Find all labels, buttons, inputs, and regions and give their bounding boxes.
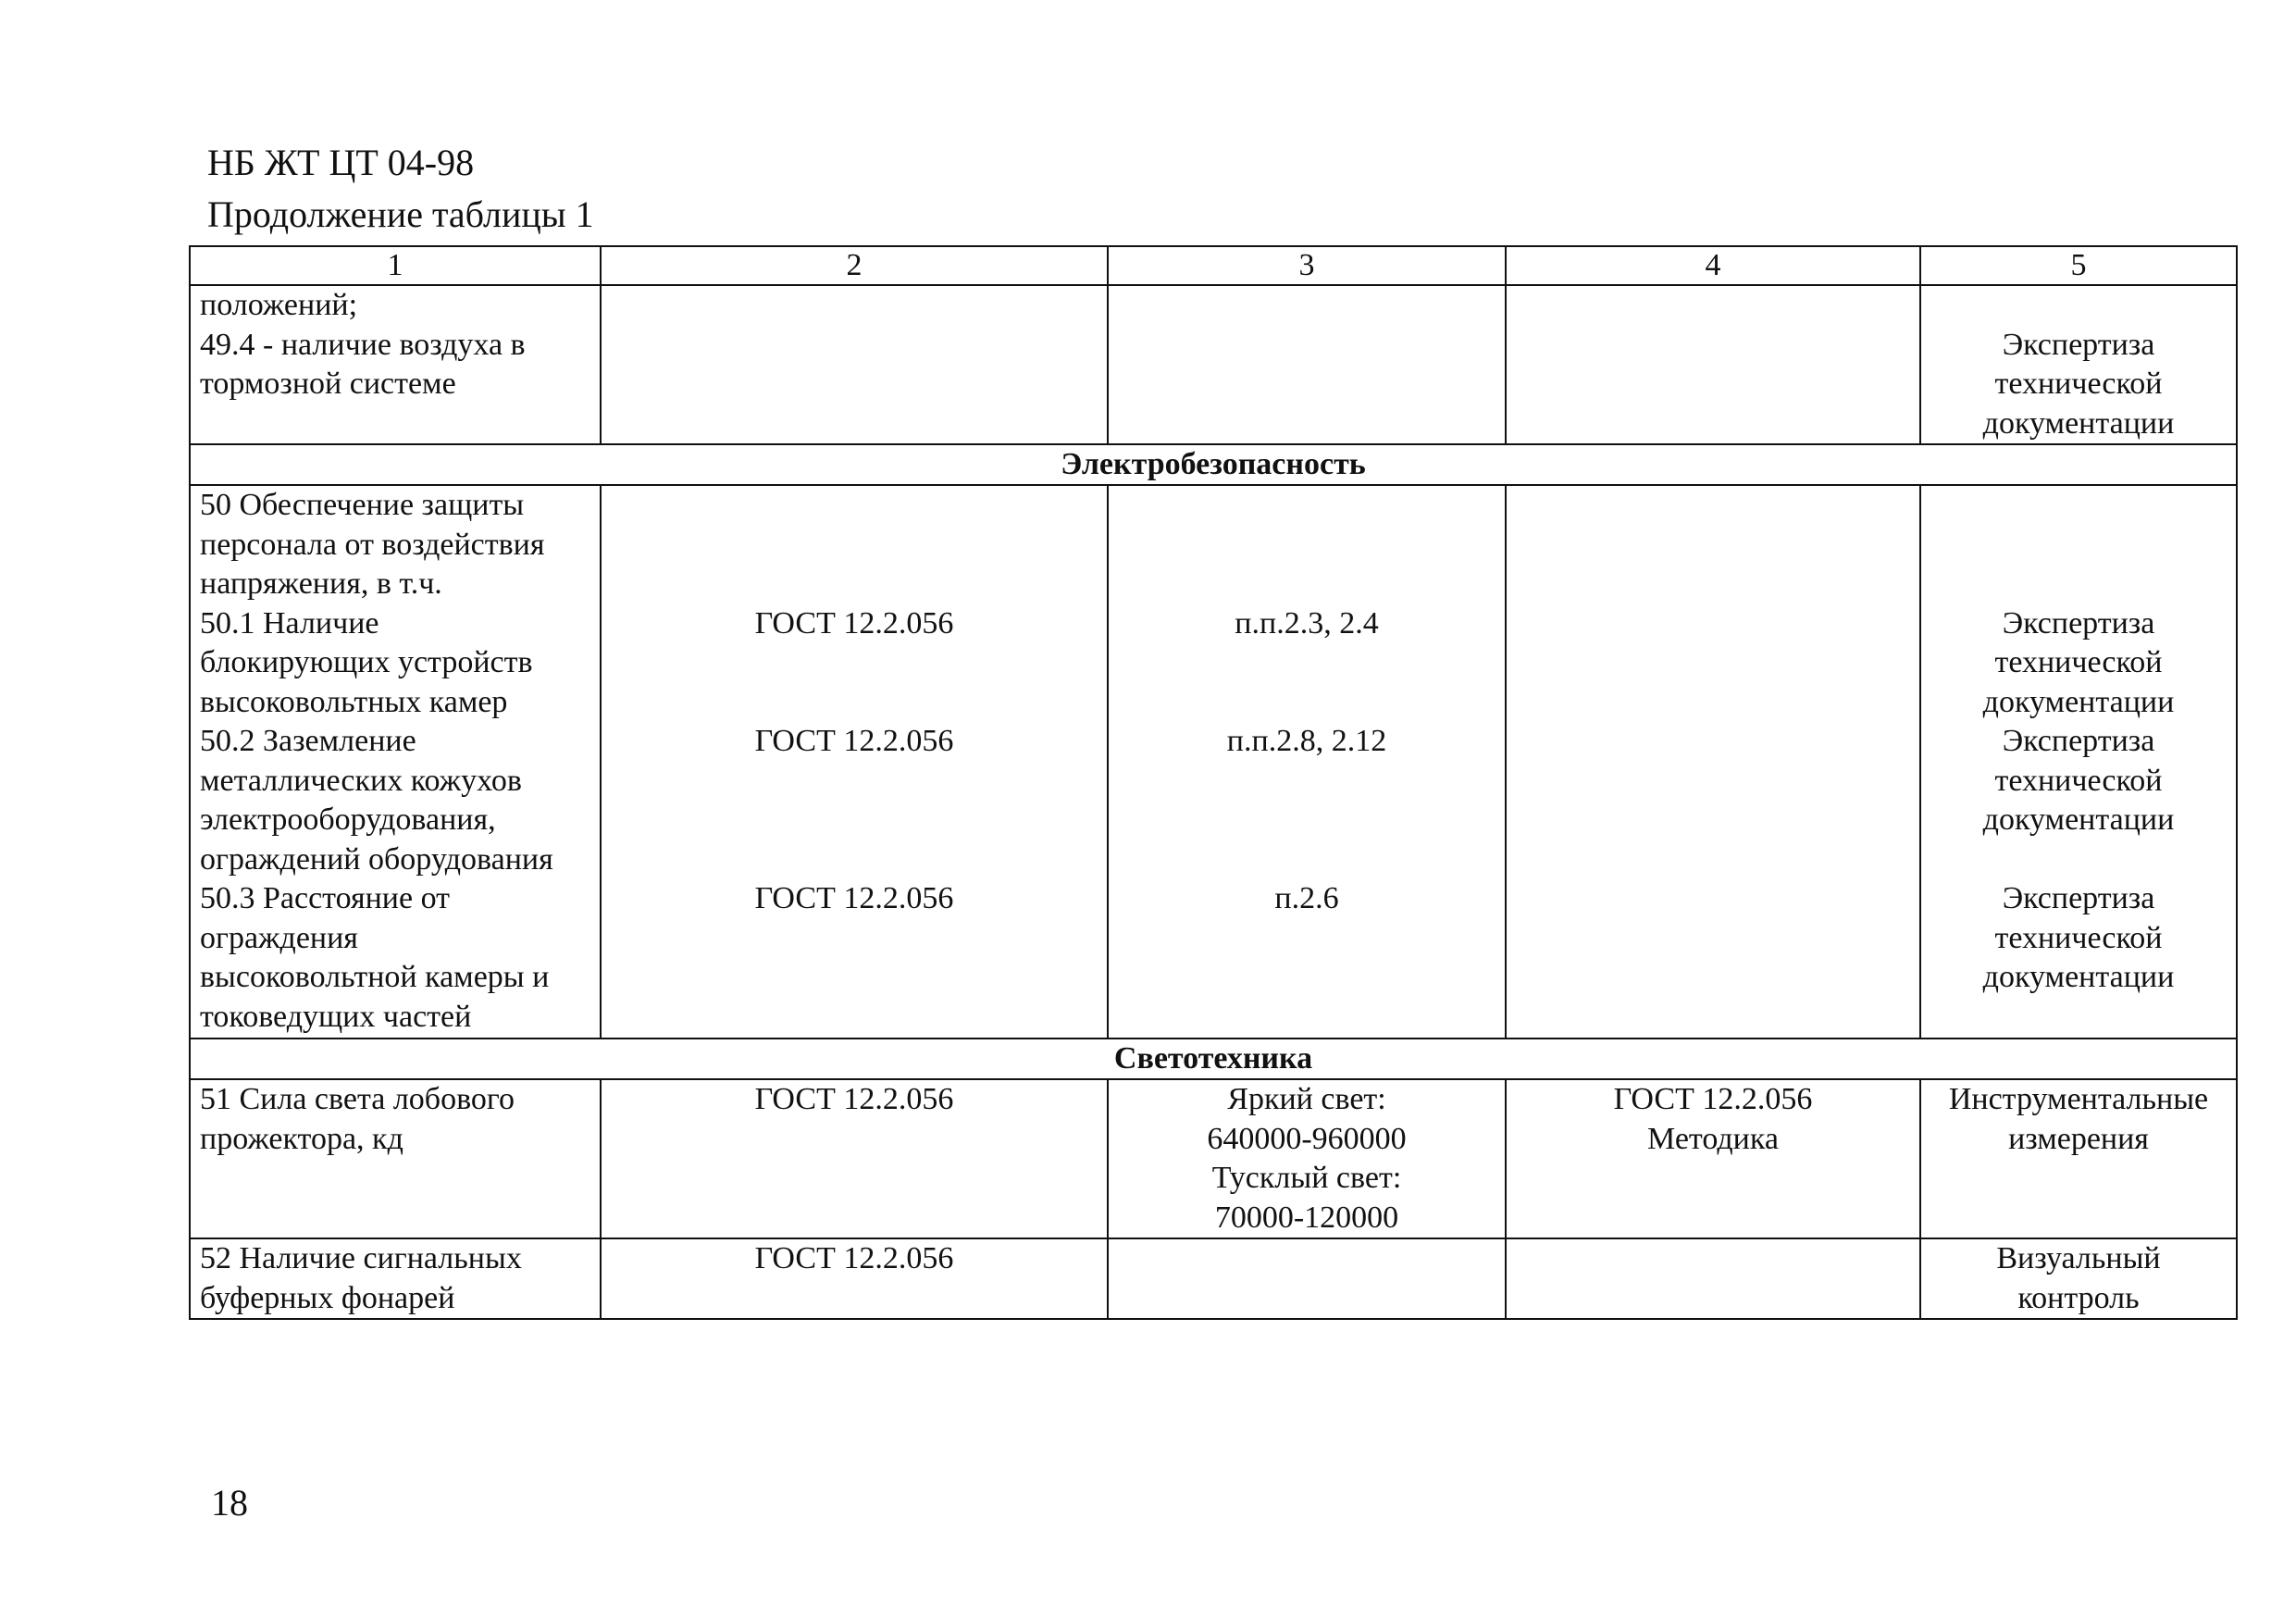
column-header: 2	[601, 246, 1108, 285]
table-cell: ГОСТ 12.2.056	[601, 1238, 1108, 1319]
table-cell	[1108, 1238, 1506, 1319]
requirements-table	[189, 245, 2238, 1320]
column-header: 4	[1506, 246, 1920, 285]
table-row	[190, 1079, 2237, 1238]
table-cell: Инструментальные измерения	[1920, 1079, 2237, 1238]
table-cell	[1506, 485, 1920, 1039]
table-cell	[1506, 1238, 1920, 1319]
section-row-electrical-safety	[190, 444, 2237, 485]
table-row	[190, 485, 2237, 1039]
column-header: 1	[190, 246, 601, 285]
table-cell: Экспертиза технической документации Экспертиза технической документации Экспертиза технической документации	[1920, 485, 2237, 1039]
table-cell: ГОСТ 12.2.056	[601, 1079, 1108, 1238]
table-cell: положений; 49.4 - наличие воздуха в тормозной системе	[190, 285, 601, 444]
table-cell: 51 Сила света лобового прожектора, кд	[190, 1079, 601, 1238]
page-number: 18	[211, 1482, 248, 1524]
table-cell	[1506, 285, 1920, 444]
table-cell	[1108, 285, 1506, 444]
column-header: 3	[1108, 246, 1506, 285]
table-row	[190, 1238, 2237, 1319]
section-row-lighting	[190, 1039, 2237, 1079]
table-cell: 50 Обеспечение защиты персонала от воздействия напряжения, в т.ч. 50.1 Наличие блокирующих устройств высоковольтных камер 50.2 Заземление металлических кожухов электрооборудования, ограждений оборудования 50.3 Расстояние от ограждения высоковольтной камеры и токоведущих частей	[190, 485, 601, 1039]
section-title: Электробезопасность	[190, 444, 2237, 485]
table-cell: ГОСТ 12.2.056 ГОСТ 12.2.056 ГОСТ 12.2.056	[601, 485, 1108, 1039]
column-header: 5	[1920, 246, 2237, 285]
table-cell: п.п.2.3, 2.4 п.п.2.8, 2.12 п.2.6	[1108, 485, 1506, 1039]
table-row	[190, 285, 2237, 444]
document-code: НБ ЖТ ЦТ 04-98	[207, 142, 475, 183]
section-title: Светотехника	[190, 1039, 2237, 1079]
table-cell: 52 Наличие сигнальных буферных фонарей	[190, 1238, 601, 1319]
table-cell	[601, 285, 1108, 444]
table-header-row	[190, 246, 2237, 285]
table-cell: Яркий свет: 640000-960000 Тусклый свет: 70000-120000	[1108, 1079, 1506, 1238]
table-cell: Визуальный контроль	[1920, 1238, 2237, 1319]
table-cell: Экспертиза технической документации	[1920, 285, 2237, 444]
table-cell: ГОСТ 12.2.056 Методика	[1506, 1079, 1920, 1238]
table-caption: Продолжение таблицы 1	[207, 193, 594, 235]
